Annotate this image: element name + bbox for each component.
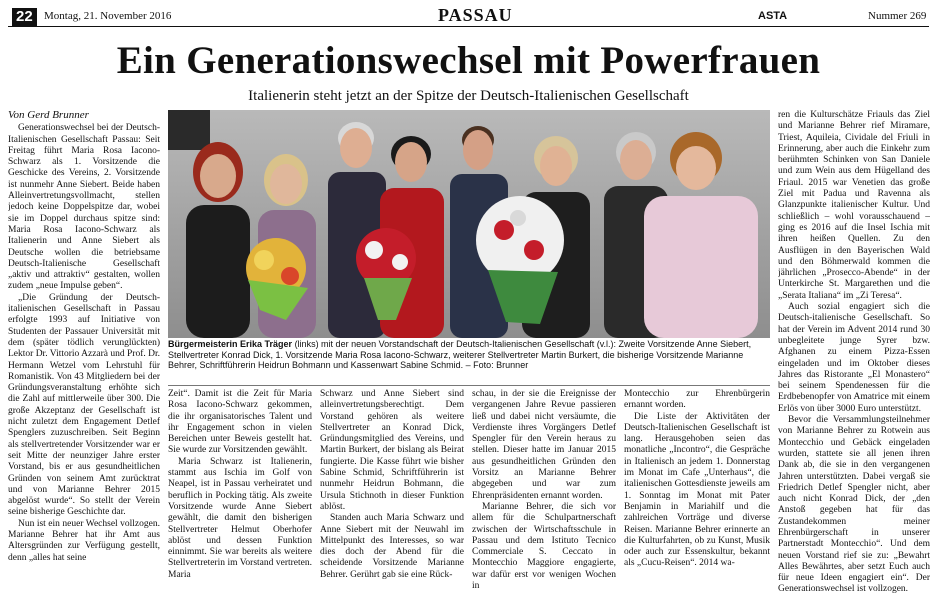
paragraph: Schwarz und Anne Siebert sind alleinvertretungsberechtigt. Dem Vorstand gehören als weitere Stellvertreter an Konrad Dick, Gründungsmitglied des Vereins, und Martin Burkert, der bislang als Beirat fungierte. Die Kasse führt wie bisher Sabine Schmid, Schriftführerin ist nunmehr Heidrun Bohmann, die Ursula Stichnoth in dieser Funktion ablöst. [320, 389, 464, 512]
caption-lead: Bürgermeisterin Erika Träger [168, 339, 293, 349]
paragraph: Generationswechsel bei der Deutsch-Italienischen Gesellschaft Passau: Seit Freitag führt Maria Rosa Iacono-Schwarz als 1. Vorsitzende die Geschicke des Vereins, 2. Vorsitzende ist nunmehr Anne Siebert. Beide haben Alleinvertretungsvollmacht, stellen jedoch keine Doppelspitze dar, wobei sie im Doppel durchaus spitze sind: Maria Rosa Iacono-Schwarz als Italienerin und Anne Siebert als Deutsche wollen die betriebsame Deutsch-Italienische Gesellschaft „aktiv und attraktiv“ gestalten, wollen zudem „neue Impulse geben“. [8, 123, 160, 292]
paragraph: Marianne Behrer, die sich vor allem für die Schulpartnerschaft zwischen der Wirtschaftsschule in Passau und dem Istituto Tecnico Commerciale S. Ceccato in Montecchio Maggiore engagierte, war dafür erst vor wenigen Wochen in [472, 501, 616, 592]
issue-number: Nummer 269 [868, 10, 927, 22]
text-column-1 [8, 110, 160, 598]
paragraph: Nun ist ein neuer Wechsel vollzogen. Marianne Behrer hat ihr Amt aus Altersgründen zur Verfügung gestellt, denn „alles hat seine [8, 518, 160, 563]
text-column-2 [168, 389, 312, 598]
text-column-3 [320, 389, 464, 598]
caption-divider [168, 385, 770, 386]
article-subheadline: Italienerin steht jetzt an der Spitze der Deutsch-Italienischen Gesellschaft [248, 88, 689, 104]
paragraph: Montecchio zur Ehrenbürgerin ernannt worden. [624, 389, 770, 411]
publication-name: ASTA [758, 10, 788, 22]
article-headline: Ein Generationswechsel mit Powerfrauen [116, 39, 821, 82]
text-column-6 [778, 110, 930, 598]
paragraph: Zeit“. Damit ist die Zeit für Maria Rosa Iacono-Schwarz gekommen, die ihr organisatorisches Talent und ihr Engagement schon in vielen Bereichen unter Beweis gestellt hat. Sie wurde zur Vorsitzenden gewählt. [168, 389, 312, 456]
issue-date: Montag, 21. November 2016 [44, 10, 172, 22]
paragraph: Die Liste der Aktivitäten der Deutsch-Italienischen Gesellschaft ist lang. Herausgehoben seien das monatliche „Incontro“, die Gespräche in Italienisch an jedem 1. Donnerstag im Monat im Cafe „Unterhaus“, die italienischen Gottesdienste jeweils am 1. Sonntag im Monat mit Pater Benjamin in Mariahilf und die zahlreichen Vorträge und diverse Reisen. Marianne Behrer erinnerte an die Kulturfahrten, ob zu Kunst, Musik oder auch zur Essenskultur, bekannt als „Cucu-Reisen“. 2014 wa- [624, 411, 770, 569]
paragraph: Auch sozial engagiert sich die Deutsch-italienische Gesellschaft. So hat der Verein im Advent 2014 rund 30 unbegleitete junge Syrer bzw. Afghanen zu einem Pizza-Essen eingeladen und im Oktober dieses Jahres das Ristorante „El Monastero“ bei seinem Spendenessen für die Erdbebenopfer von Amatrice mit einem Erlös von über 3000 Euro unterstützt. [778, 302, 930, 414]
text-column-4 [472, 389, 616, 598]
section-title: PASSAU [438, 5, 513, 25]
text-column-5 [624, 389, 770, 598]
group-photo-image [168, 110, 770, 338]
article-photo [168, 110, 770, 338]
paragraph: Standen auch Maria Schwarz und Anne Siebert mit der Neuwahl im Mittelpunkt des Interesses, so war dies doch der Abend für die scheidende Vorsitzende Marianne Behrer. Gerührt gab sie eine Rück- [320, 513, 464, 580]
paragraph: ren die Kulturschätze Friauls das Ziel und Marianne Behrer rief Miramare, Triest, Aquileia, Cividale del Friuli in Erinnerung, aber auch die Einkehr zum berühmten Schinken von San Daniele und zum Wein aus dem Hügelland des Friaul. 2015 war Venetien das große Ziel mit Padua und Ravenna als Glanzpunkte italienischer Kultur. Und schließlich – wohl vorausschauend – ging es 2016 auf die Insel Ischia mit ihren heißen Quellen. Zu den Ausflügen in den Bayerischen Wald und den Böhmerwald kommen die jährlichen „Prosecco-Abende“ in der Unterkirche St. Margarethen und die „Serata Italiana“ im „Zi Teresa“. [778, 110, 930, 301]
page-number: 22 [12, 8, 37, 26]
author-byline: Von Gerd Brunner [8, 110, 89, 121]
page-header [8, 6, 929, 27]
paragraph: Bevor die Versammlungsteilnehmer von Marianne Behrer zu Rotwein aus Montecchio und Gebäck eingeladen wurden, stattete sie all jenen ihren Dank ab, die sie in den vergangenen Jahren unterstützten. Dabei vergaß sie Friedrich Detlef Spengler nicht, aber auch nicht Konrad Dick, der „den Anstoß gegeben hat für das Zustandekommen meiner Ehrenbürgerschaft in unserer Partnerstadt Montecchio“. Und dem neuen Vorstand rief sie zu: „Bewahrt Alles Bewährtes, aber setzt Euch auch für neue Ideen engagiert ein“. Der Generationswechsel ist vollzogen. [778, 415, 930, 595]
paragraph: Maria Schwarz ist Italienerin, stammt aus Ischia im Golf von Neapel, ist in Passau verheiratet und beruflich in Pocking tätig. Als zweite Vorsitzende wurde Anne Siebert gewählt, die damit den bisherigen Stellvertreter Helmut Oberhofer ablöst und dessen Funktion einnimmt. Sie war bereits als weitere Stellvertreterin im Vorstand vertreten. Maria [168, 456, 312, 580]
photo-caption [168, 339, 770, 371]
paragraph: schau, in der sie die Ereignisse der vergangenen Jahre Revue passieren ließ und dabei nicht versäumte, die Verdienste ihres Vorgängers Detlef Spengler für den Verein heraus zu stellen. Dieser hatte im Januar 2015 aus gesundheitlichen Gründen den Vorsitz an Marianne Behrer abgegeben und war zum Ehrenpräsidenten ernannt worden. [472, 389, 616, 501]
caption-text: (links) mit der neuen Vorstandschaft der Deutsch-Italienischen Gesellschaft (v.l.): Zweite Vorsitzende Anne Siebert, Stellvertreter Konrad Dick, 1. Vorsitzende Maria Rosa Iacono-Schwarz, weiterer Stellvertreter Martin Burkert, die bisherige Vorsitzende Marianne Behrer, Schriftführerin Heidrun Bohmann und Kassenwart Sabine Schmid. – Foto: Brunner [168, 339, 752, 370]
paragraph: „Die Gründung der Deutsch-italienischen Gesellschaft in Passau erfolgte 1993 auf Initiative von Studenten der Passauer Universität mit dem (später tödlich verunglückten) Lektor Dr. Vittorio Azzarà und Prof. Dr. Hermann Wetzel vom Lehrstuhl für Romanistik. Von 43 Mitgliedern bei der Gründungsveranstaltung erhöhte sich die Zahl auf mittlerweile über 300. Die große Akzeptanz der Gesellschaft ist nicht zuletzt dem Engagement Detlef Spenglers zuzuschreiben. Seit Beginn als stellvertretender Vorsitzender war er seit Mitte der neunziger Jahre erster Vorstand, bis er aus gesundheitlichen Gründen von seinem Amt zurücktrat und von Marianne Behrer 2015 abgelöst wurde“. So stellt der Verein seine bisherige Geschichte dar. [8, 292, 160, 518]
